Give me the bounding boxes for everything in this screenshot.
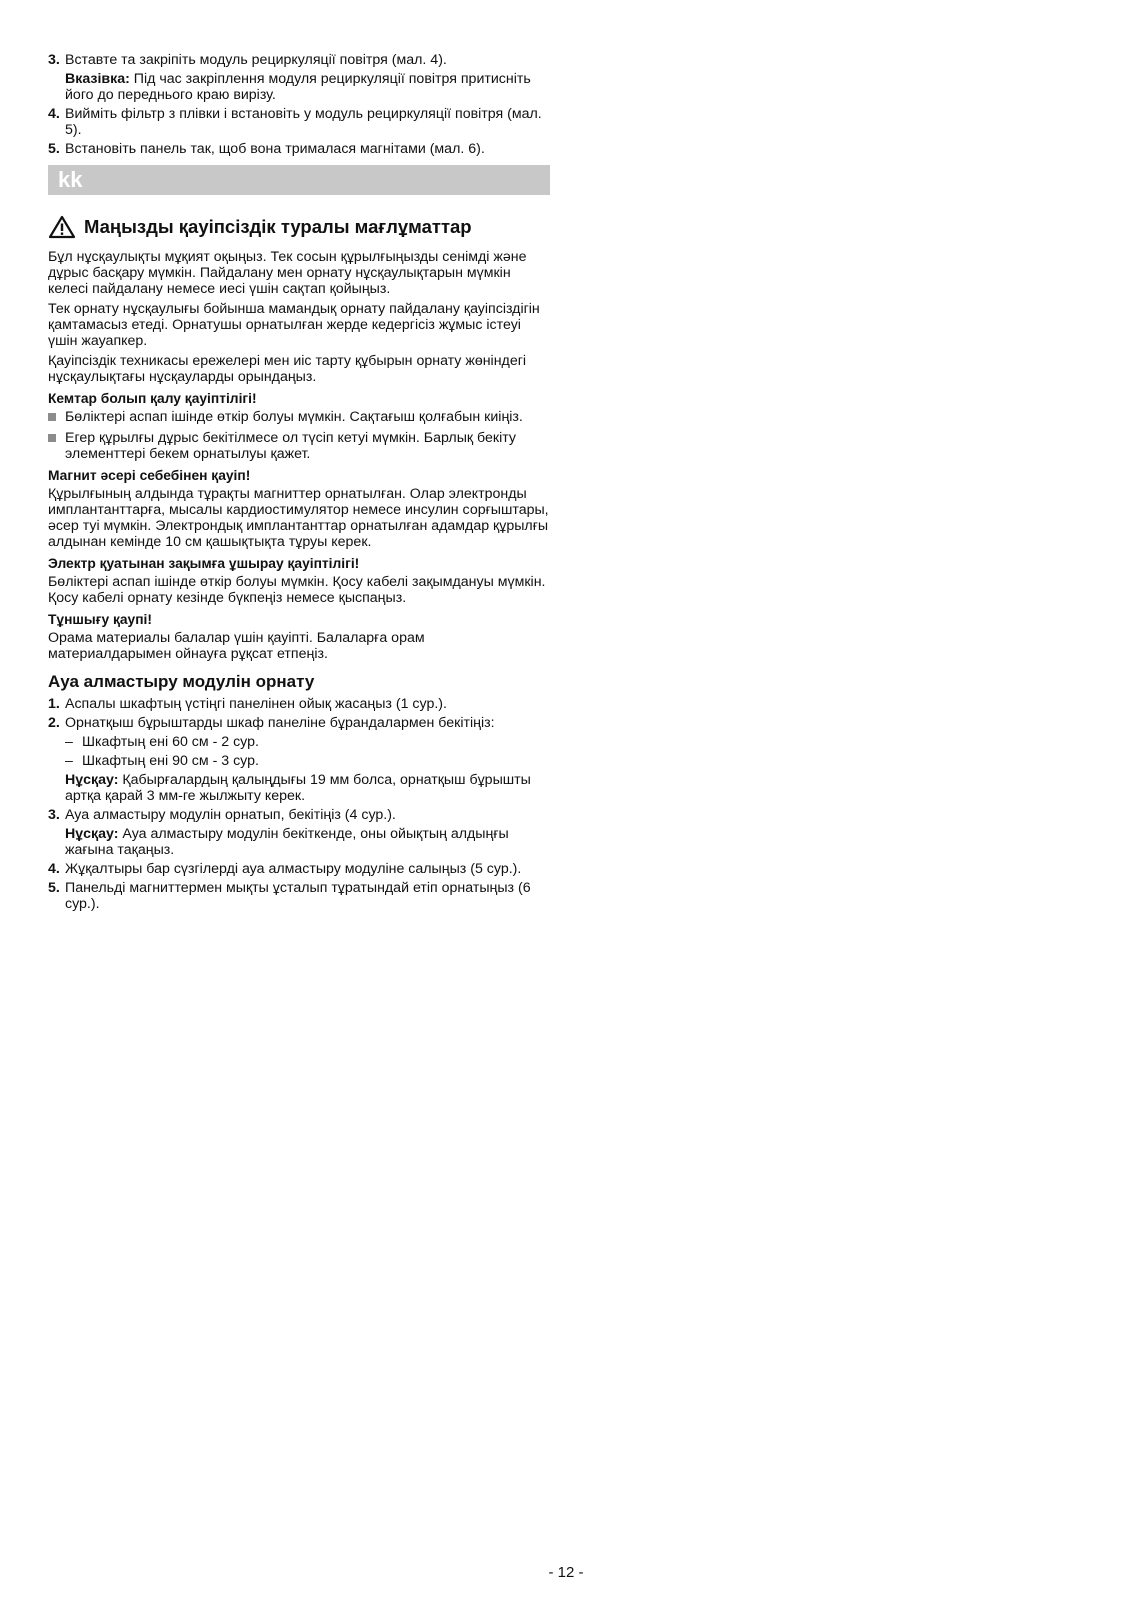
install-step-3 xyxy=(48,807,550,823)
safety-title: Маңызды қауіпсіздік туралы мағлұматтар xyxy=(84,216,472,237)
dash-item xyxy=(48,753,550,769)
note-text: Қабырғалардың қалыңдығы 19 мм болса, орнатқыш бұрышты артқа қарай 3 мм-ге жылжыту керек. xyxy=(65,772,531,804)
step-text: Аспалы шкафтың үстіңгі панелінен ойық жасаңыз (1 сур.). xyxy=(65,696,447,712)
uk-step-5 xyxy=(48,141,550,157)
dash-mark: – xyxy=(65,734,73,750)
note-label: Нұсқау: xyxy=(65,826,119,842)
step-number: 1. xyxy=(48,696,60,712)
install-step-4 xyxy=(48,861,550,877)
uk-step-3 xyxy=(48,52,550,68)
language-bar: kk xyxy=(48,165,550,195)
step-number: 4. xyxy=(48,861,60,877)
page-number: - 12 - xyxy=(548,1564,584,1581)
uk-step-4 xyxy=(48,106,550,138)
electric-paragraph: Бөліктері аспап ішінде өткір болуы мүмкін. Қосу кабелі зақымдануы мүмкін. Қосу кабелі орнату кезінде бүкпеңіз немесе қыспаңыз. xyxy=(48,574,546,606)
install-step-5 xyxy=(48,880,550,912)
install-note-2 xyxy=(48,826,550,858)
safety-paragraph-2: Тек орнату нұсқаулығы бойынша мамандық орнату пайдалану қауіпсіздігін қамтамасыз етеді. Орнатушы орнатылған жерде кедергісіз жұмыс істеуі үшін жауапкер. xyxy=(48,301,540,349)
step-text: Панельді магниттермен мықты ұсталып тұратындай етіп орнатыңыз (6 сур.). xyxy=(65,880,531,912)
bullet-text: Егер құрылғы дұрыс бекітілмесе ол түсіп кетуі мүмкін. Барлық бекіту элементтері бекем орнатылуы қажет. xyxy=(65,430,517,462)
note-label: Нұсқау: xyxy=(65,772,119,788)
square-bullet-icon xyxy=(48,413,56,421)
safety-paragraph-3: Қауіпсіздік техникасы ережелері мен иіс тарту құбырын орнату жөніндегі нұсқаулықтағы нұсқауларды орындаңыз. xyxy=(48,353,527,385)
step-number: 3. xyxy=(48,807,60,823)
suffocation-paragraph: Орама материалы балалар үшін қауіпті. Балаларға орам материалдарымен ойнауға рұқсат етпеңіз. xyxy=(48,630,425,662)
bullet-item xyxy=(48,409,550,425)
magnet-paragraph: Құрылғының алдында тұрақты магниттер орнатылған. Олар электронды имплантанттарға, мысалы кардиостимулятор немесе инсулин сорғыштары, әсер туі мүмкін. Электрондық имплантанттар орнатылған адамдар құрылғы алдынан кемінде 10 см қашықтықта тұруы керек. xyxy=(48,486,549,550)
install-note-1 xyxy=(48,772,550,804)
bullet-item xyxy=(48,430,550,462)
step-number: 5. xyxy=(48,141,60,157)
text-column xyxy=(48,52,550,915)
safety-heading xyxy=(48,215,550,239)
suffocation-subheading: Тұншығу қаупі! xyxy=(48,612,152,627)
electric-subheading: Электр қуатынан зақымға ұшырау қауіптілігі! xyxy=(48,556,360,571)
bullet-text: Бөліктері аспап ішінде өткір болуы мүмкін. Сақтағыш қолғабын киіңіз. xyxy=(65,409,523,425)
step-number: 2. xyxy=(48,715,60,731)
step-number: 4. xyxy=(48,106,60,122)
step-text: Жұқалтыры бар сүзгілерді ауа алмастыру модуліне салыңыз (5 сур.). xyxy=(65,861,522,877)
dash-text: Шкафтың ені 60 см - 2 сур. xyxy=(82,734,259,750)
note-text: Під час закріплення модуля рециркуляції повітря притисніть його до переднього краю вирізу. xyxy=(65,71,531,103)
magnet-subheading: Магнит әсері себебінен қауіп! xyxy=(48,468,251,483)
step-number: 5. xyxy=(48,880,60,896)
note-label: Вказівка: xyxy=(65,71,130,87)
note-text: Ауа алмастыру модулін бекіткенде, оны ойықтың алдыңғы жағына тақаңыз. xyxy=(65,826,509,858)
uk-note xyxy=(48,71,550,103)
dash-text: Шкафтың ені 90 см - 3 сур. xyxy=(82,753,259,769)
safety-paragraph-1: Бұл нұсқаулықты мұқият оқыңыз. Тек сосын құрылғыңызды сенімді және дұрыс басқару мүмкін. Пайдалану мен орнату нұсқаулықтарын мүмкін келесі пайдалану немесе иесі үшін сақтап қойыңыз. xyxy=(48,249,527,297)
step-text: Вставте та закріпіть модуль рециркуляції повітря (мал. 4). xyxy=(65,52,447,68)
install-heading: Ауа алмастыру модулін орнату xyxy=(48,672,315,691)
step-number: 3. xyxy=(48,52,60,68)
step-text: Ауа алмастыру модулін орнатып, бекітіңіз (4 сур.). xyxy=(65,807,396,823)
install-step-2 xyxy=(48,715,550,731)
injury-subheading: Кемтар болып қалу қауіптілігі! xyxy=(48,391,257,406)
install-step-1 xyxy=(48,696,550,712)
dash-item xyxy=(48,734,550,750)
dash-mark: – xyxy=(65,753,73,769)
step-text: Вийміть фільтр з плівки і встановіть у модуль рециркуляції повітря (мал. 5). xyxy=(65,106,542,138)
warning-icon xyxy=(48,215,76,239)
step-text: Встановіть панель так, щоб вона трималася магнітами (мал. 6). xyxy=(65,141,485,157)
square-bullet-icon xyxy=(48,434,56,442)
step-text: Орнатқыш бұрыштарды шкаф панеліне бұрандалармен бекітіңіз: xyxy=(65,715,495,731)
